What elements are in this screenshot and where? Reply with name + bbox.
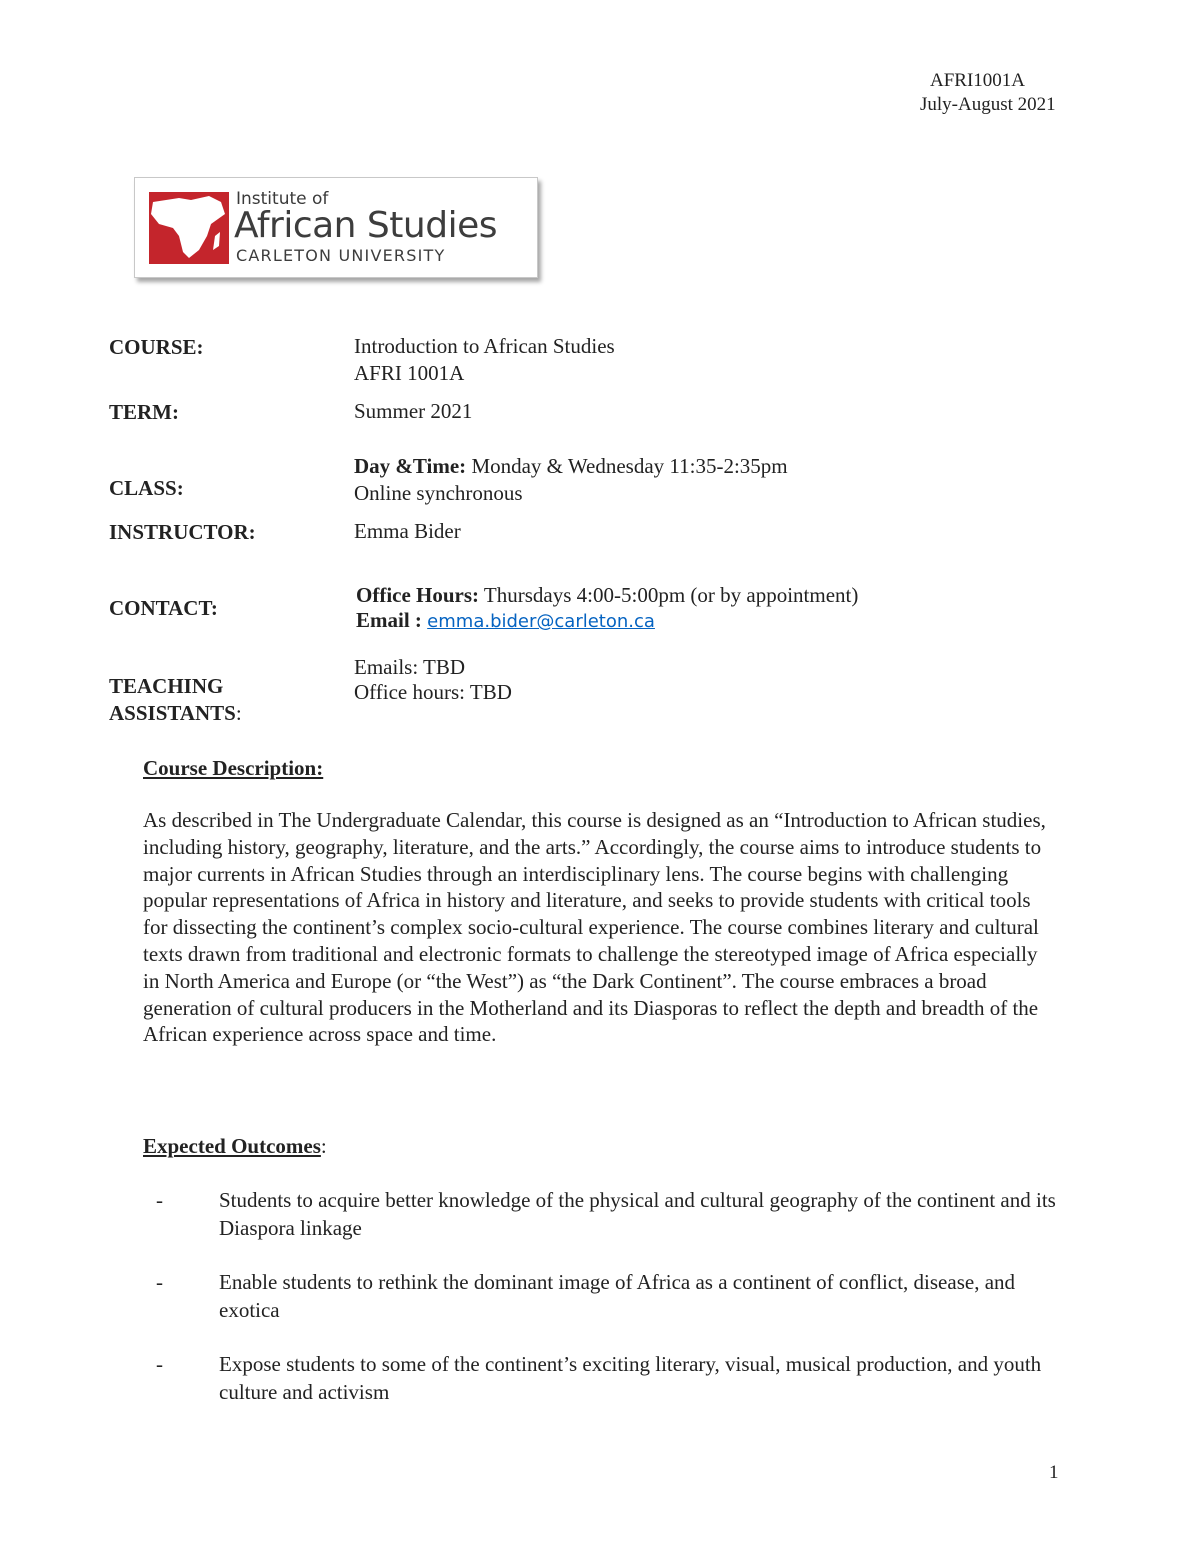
ta-emails: Emails: TBD [354,655,466,679]
bullet-dash: - [156,1352,163,1376]
expected-outcomes-title: Expected Outcomes [143,1134,321,1158]
expected-outcomes-heading [143,1134,327,1159]
term-value: Summer 2021 [354,399,473,423]
outcome-text: Students to acquire better knowledge of the physical and cultural geography of the continent and its Diaspora linkage [219,1188,1056,1240]
email-link[interactable]: emma.bider@carleton.ca [427,611,655,632]
page-number: 1 [1049,1462,1059,1483]
ta-label-line1: TEACHING [109,674,224,698]
course-code: AFRI 1001A [354,361,465,385]
header-course-code: AFRI1001A [930,70,1026,91]
ta-label-line2: ASSISTANTS [109,701,236,725]
contact-value [356,583,858,634]
class-value [354,453,788,507]
instructor-label: INSTRUCTOR: [109,520,256,544]
course-description-text [143,807,1053,1048]
header-date: July-August 2021 [920,94,1056,115]
expected-outcomes-colon: : [320,1134,327,1158]
class-label: CLASS: [109,476,184,500]
bullet-dash: - [156,1270,163,1294]
outcomes-list [156,1186,1056,1432]
instructor-value: Emma Bider [354,519,461,543]
africa-map-icon [149,192,229,264]
outcome-text: Expose students to some of the continent’s exciting literary, visual, musical production, and youth culture and activism [219,1352,1042,1404]
course-label: COURSE: [109,335,204,359]
class-mode: Online synchronous [354,481,523,505]
logo-text-institute: Institute of [236,189,329,209]
course-title: Introduction to African Studies [354,334,615,358]
email-label: Email : [356,608,422,632]
contact-label: CONTACT: [109,596,218,620]
institute-logo [134,177,538,278]
course-description-title: Course Description: [143,756,324,780]
bullet-dash: - [156,1188,163,1212]
office-hours-value: Thursdays 4:00-5:00pm (or by appointment) [479,583,859,607]
outcome-text: Enable students to rethink the dominant image of Africa as a continent of conflict, disease, and exotica [219,1270,1016,1322]
ta-value [354,655,512,705]
logo-text-carleton: CARLETON UNIVERSITY [236,246,446,265]
term-label: TERM: [109,400,179,424]
list-item [156,1268,1056,1324]
ta-label-colon: : [235,701,242,725]
list-item [156,1350,1056,1406]
daytime-value: Monday & Wednesday 11:35-2:35pm [466,454,788,478]
logo-text-african-studies: African Studies [234,205,497,246]
ta-label [109,673,242,727]
course-description-paragraph: As described in The Undergraduate Calendar, this course is designed as an “Introduction to African studies, including history, geography, literature, and the arts.” Accordingly, the course aims to introduce students to major currents in African Studies through an interdisciplinary lens. The course begins with challenging popular representations of Africa in history and literature, and seeks to provide students with critical tools for dissecting the continent’s complex socio-cultural experience. The course combines literary and cultural texts drawn from traditional and electronic formats to challenge the stereotyped image of Africa especially in North America and Europe (or “the West”) as “the Dark Continent”. The course embraces a broad generation of cultural producers in the Motherland and its Diasporas to reflect the depth and breadth of the African experience across space and time. [143,808,1046,1047]
office-hours-label: Office Hours: [356,583,480,607]
course-value [354,333,615,387]
list-item [156,1186,1056,1242]
daytime-label: Day &Time: [354,454,467,478]
ta-office-hours: Office hours: TBD [354,680,512,704]
